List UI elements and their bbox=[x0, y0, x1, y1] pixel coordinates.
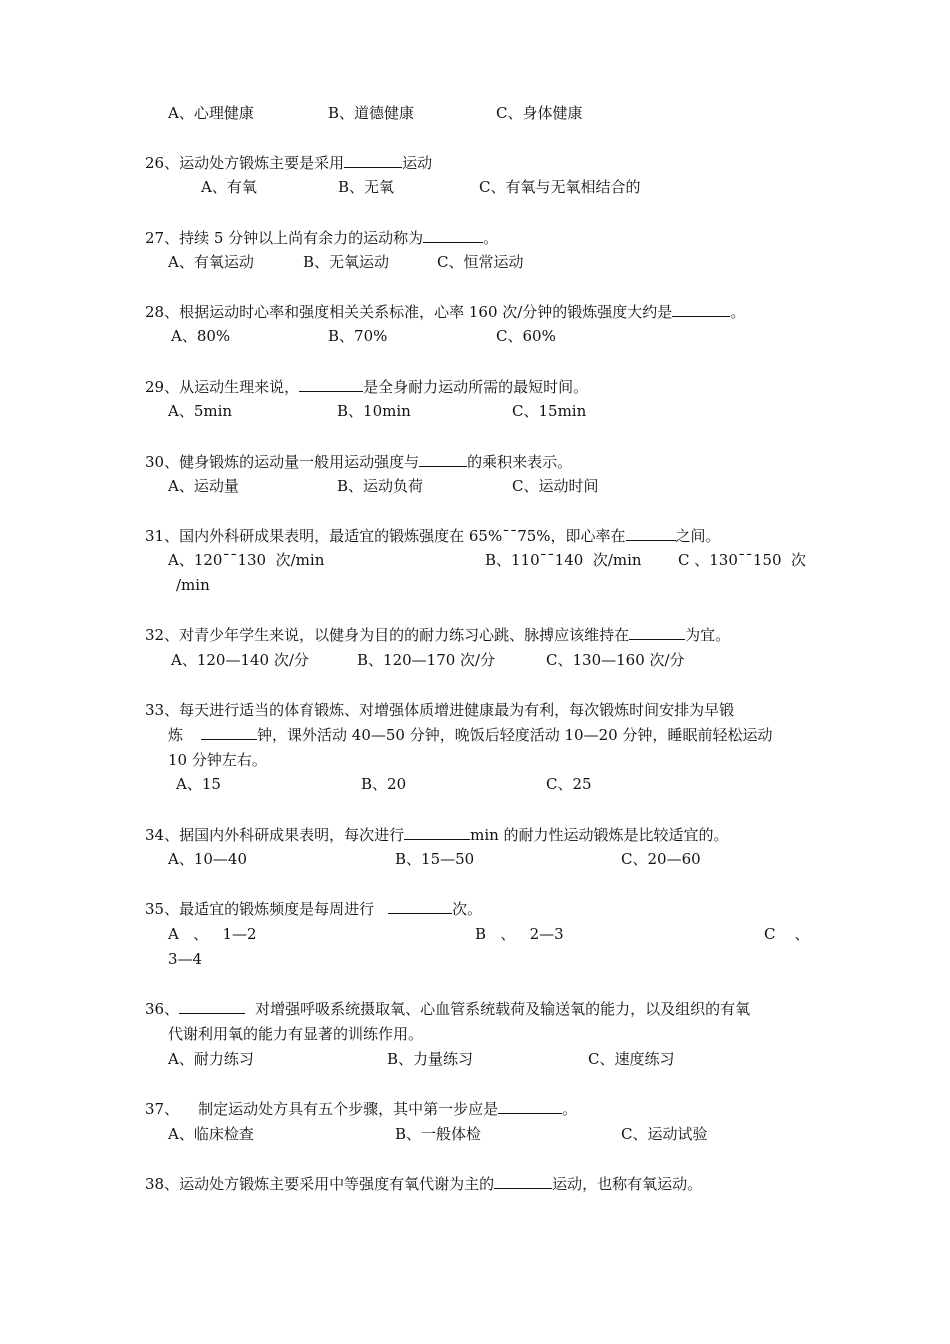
q36-stem: 36、 对增强呼吸系统摄取氧、心血管系统载荷及输送氧的能力，以及组织的有氧 bbox=[145, 1000, 751, 1018]
q33-stem-line2: 炼 钟，课外活动 40—50 分钟，晚饭后轻度活动 10—20 分钟，睡眠前轻松运动 bbox=[168, 726, 773, 744]
q36-option-b: B、力量练习 bbox=[387, 1050, 474, 1068]
q35-option-b: B 、 2—3 bbox=[475, 925, 564, 943]
q31-option-b: B、110¯¯140 次/min bbox=[485, 551, 642, 569]
q34-option-a: A、10—40 bbox=[168, 850, 248, 868]
q35-option-c-continuation: 3—4 bbox=[168, 950, 203, 968]
q33-option-a: A、15 bbox=[176, 775, 221, 793]
q36-option-c: C、速度练习 bbox=[588, 1050, 675, 1068]
q32-option-a: A、120—140 次/分 bbox=[171, 651, 309, 669]
q28-option-c: C、60% bbox=[496, 327, 556, 345]
q26-option-a: A、有氧 bbox=[201, 178, 257, 196]
answer-blank bbox=[423, 227, 483, 243]
answer-blank bbox=[494, 1173, 552, 1189]
q29-stem: 29、从运动生理来说， 是全身耐力运动所需的最短时间。 bbox=[145, 378, 589, 396]
answer-blank bbox=[299, 376, 363, 392]
q27-option-c: C、恒常运动 bbox=[437, 253, 524, 271]
q30-option-c: C、运动时间 bbox=[512, 477, 599, 495]
q34-option-c: C、20—60 bbox=[621, 850, 701, 868]
q27-option-a: A、有氧运动 bbox=[168, 253, 254, 271]
q25-option-b: B、道德健康 bbox=[328, 104, 415, 122]
q34-stem: 34、据国内外科研成果表明，每次进行 min 的耐力性运动锻炼是比较适宜的。 bbox=[145, 826, 729, 844]
q31-option-c-continuation: /min bbox=[176, 576, 210, 594]
q36-stem-line2: 代谢利用氧的能力有显著的训练作用。 bbox=[168, 1025, 424, 1043]
q26-stem: 26、运动处方锻炼主要是采用 运动 bbox=[145, 154, 433, 172]
q25-option-c: C、身体健康 bbox=[496, 104, 583, 122]
q26-option-c: C、有氧与无氧相结合的 bbox=[479, 178, 641, 196]
q38-stem: 38、运动处方锻炼主要采用中等强度有氧代谢为主的 运动，也称有氧运动。 bbox=[145, 1175, 703, 1193]
q37-option-b: B、一般体检 bbox=[395, 1125, 482, 1143]
q29-option-c: C、15min bbox=[512, 402, 587, 420]
q30-stem: 30、健身锻炼的运动量一般用运动强度与 的乘积来表示。 bbox=[145, 453, 573, 471]
q28-option-b: B、70% bbox=[328, 327, 388, 345]
answer-blank bbox=[388, 898, 452, 914]
answer-blank bbox=[498, 1098, 562, 1114]
answer-blank bbox=[404, 824, 470, 840]
q34-option-b: B、15—50 bbox=[395, 850, 475, 868]
q28-stem: 28、根据运动时心率和强度相关关系标准，心率 160 次/分钟的锻炼强度大约是 。 bbox=[145, 303, 746, 321]
q33-option-c: C、25 bbox=[546, 775, 592, 793]
q31-stem: 31、国内外科研成果表明，最适宜的锻炼强度在 65%¯¯75%，即心率在 之间。 bbox=[145, 527, 721, 545]
q27-stem: 27、持续 5 分钟以上尚有余力的运动称为 。 bbox=[145, 229, 499, 247]
q32-stem: 32、对青少年学生来说，以健身为目的的耐力练习心跳、脉搏应该维持在 为宜。 bbox=[145, 626, 731, 644]
q29-option-b: B、10min bbox=[337, 402, 411, 420]
q26-option-b: B、无氧 bbox=[338, 178, 395, 196]
q33-stem: 33、每天进行适当的体育锻炼、对增强体质增进健康最为有利，每次锻炼时间安排为早锻 bbox=[145, 701, 735, 719]
q30-option-a: A、运动量 bbox=[168, 477, 239, 495]
q37-option-c: C、运动试验 bbox=[621, 1125, 708, 1143]
answer-blank bbox=[626, 525, 676, 541]
q29-option-a: A、5min bbox=[168, 402, 233, 420]
q37-option-a: A、临床检查 bbox=[168, 1125, 254, 1143]
answer-blank bbox=[179, 998, 245, 1014]
q28-option-a: A、80% bbox=[171, 327, 231, 345]
answer-blank bbox=[419, 451, 467, 467]
q30-option-b: B、运动负荷 bbox=[337, 477, 424, 495]
q35-option-c: C 、 bbox=[764, 925, 810, 943]
q32-option-c: C、130—160 次/分 bbox=[546, 651, 685, 669]
answer-blank bbox=[629, 624, 685, 640]
q33-option-b: B、20 bbox=[361, 775, 407, 793]
q37-stem: 37、 制定运动处方具有五个步骤，其中第一步应是 。 bbox=[145, 1100, 578, 1118]
answer-blank bbox=[344, 152, 402, 168]
answer-blank bbox=[672, 301, 730, 317]
q35-option-a: A 、 1—2 bbox=[168, 925, 257, 943]
q36-option-a: A、耐力练习 bbox=[168, 1050, 254, 1068]
q33-stem-line3: 10 分钟左右。 bbox=[168, 751, 267, 769]
q31-option-a: A、120¯¯130 次/min bbox=[168, 551, 325, 569]
q27-option-b: B、无氧运动 bbox=[303, 253, 390, 271]
q25-option-a: A、心理健康 bbox=[168, 104, 254, 122]
q32-option-b: B、120—170 次/分 bbox=[357, 651, 496, 669]
q35-stem: 35、最适宜的锻炼频度是每周进行 次。 bbox=[145, 900, 483, 918]
answer-blank bbox=[201, 724, 257, 740]
q31-option-c: C 、130¯¯150 次 bbox=[678, 551, 807, 569]
